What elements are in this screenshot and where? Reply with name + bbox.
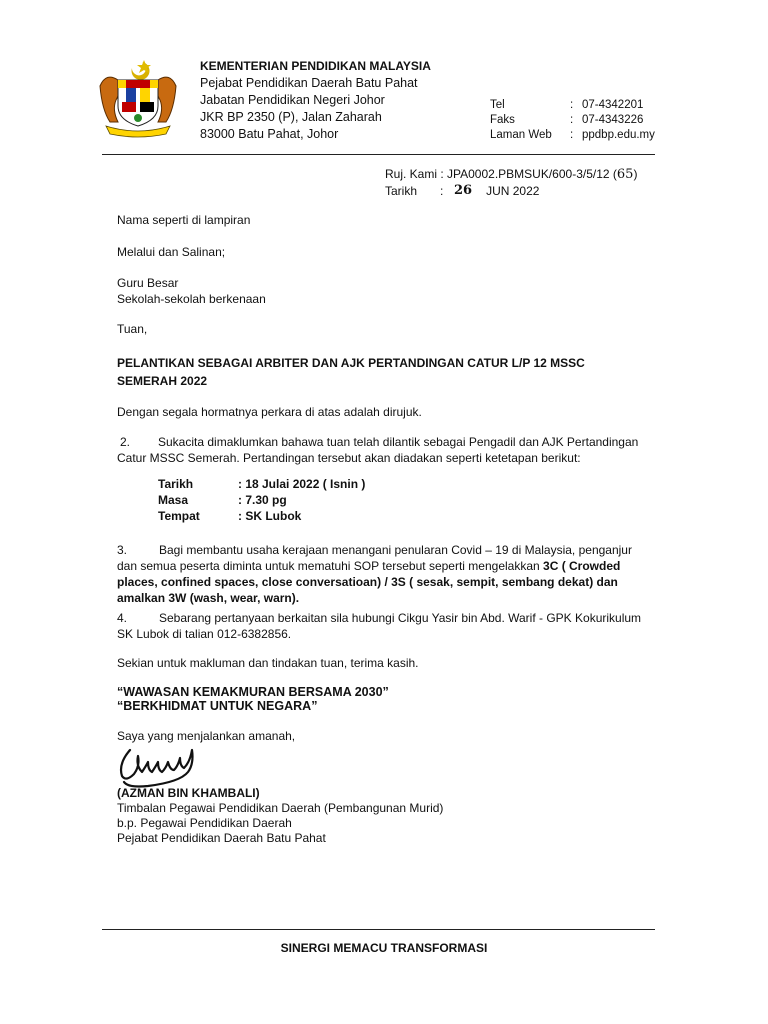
contact-label: Tel: [490, 99, 505, 111]
reference-block: [385, 166, 637, 199]
contact-label: Faks: [490, 114, 515, 126]
covid-sop-text: 3C ( Crowded places, confined spaces, close conversatioan) / 3S ( sesak, sempit, sembang dekat) dan amalkan 3W (wash, wear, warn).: [117, 559, 621, 605]
paragraph-number: 3.: [117, 543, 128, 557]
closing-line: Sekian untuk makluman dan tindakan tuan, terima kasih.: [117, 656, 419, 670]
ministry-name: KEMENTERIAN PENDIDIKAN MALAYSIA: [200, 59, 431, 73]
detail-row: Tarikh : 18 Julai 2022 ( Isnin ): [158, 477, 366, 491]
header-divider: [102, 154, 655, 155]
address-line: JKR BP 2350 (P), Jalan Zaharah: [200, 110, 382, 124]
contact-row-fax: Faks : 07-4343226: [490, 114, 644, 126]
coat-of-arms-logo: [92, 58, 184, 138]
address-line: Jabatan Pendidikan Negeri Johor: [200, 93, 385, 107]
handwritten-day: 26: [454, 183, 473, 198]
detail-row: Masa : 7.30 pg: [158, 493, 287, 507]
contact-row-web: Laman Web : ppdbp.edu.my: [490, 129, 655, 141]
handwritten-signature: [112, 742, 222, 790]
signoff-intro: Saya yang menjalankan amanah,: [117, 729, 296, 743]
contact-value: ppdbp.edu.my: [582, 129, 655, 141]
reference-number: Ruj. Kami : JPA0002.PBMSUK/600-3/5/12 (65): [385, 167, 638, 182]
letter-subject: PELANTIKAN SEBAGAI ARBITER DAN AJK PERTANDINGAN CATUR L/P 12 MSSC SEMERAH 2022: [117, 356, 585, 388]
letterhead: [200, 58, 431, 143]
signatory-name: (AZMAN BIN KHAMBALI): [117, 786, 260, 800]
recipient-line: Nama seperti di lampiran: [117, 213, 251, 227]
slogan-berkhidmat: “BERKHIDMAT UNTUK NEGARA”: [117, 699, 318, 713]
recipient-line: Guru Besar: [117, 276, 179, 290]
contact-block: [490, 98, 655, 143]
recipient-line: Sekolah-sekolah berkenaan: [117, 292, 266, 306]
footer-motto: SINERGI MEMACU TRANSFORMASI: [280, 941, 488, 955]
slogan-wawasan: “WAWASAN KEMAKMURAN BERSAMA 2030”: [117, 685, 389, 699]
paragraph-number: 2.: [120, 435, 131, 449]
paragraph-2: 2. Sukacita dimaklumkan bahawa tuan telah dilantik sebagai Pengadil dan AJK Pertandingan Catur MSSC Semerah. Pertandingan tersebut akan diadakan seperti ketetapan berikut:: [117, 435, 639, 465]
reference-date: Tarikh : 26 JUN 2022: [385, 183, 540, 198]
recipient-line: Melalui dan Salinan;: [117, 245, 226, 259]
paragraph-3: 3. Bagi membantu usaha kerajaan menangani penularan Covid – 19 di Malaysia, penganjur dan semua peserta diminta untuk mematuhi SOP tersebut seperti mengelakkan 3C ( Crowded places, confined spaces, close conversatioan) / 3S ( sesak, sempit, sembang dekat) dan amalkan 3W (wash, wear, warn).: [117, 543, 632, 605]
signatory-title: b.p. Pegawai Pendidikan Daerah: [117, 816, 292, 830]
detail-row: Tempat : SK Lubok: [158, 509, 302, 523]
paragraph-number: 4.: [117, 611, 128, 625]
contact-label: Laman Web: [490, 129, 552, 141]
address-line: Pejabat Pendidikan Daerah Batu Pahat: [200, 76, 418, 90]
paragraph-4: 4. Sebarang pertanyaan berkaitan sila hubungi Cikgu Yasir bin Abd. Warif - GPK Kokurikulum SK Lubok di talian 012-6382856.: [117, 611, 642, 641]
handwritten-ref-number: 65: [616, 167, 634, 182]
contact-row-tel: Tel : 07-4342201: [490, 99, 644, 111]
address-line: 83000 Batu Pahat, Johor: [200, 127, 339, 141]
paragraph-1: Dengan segala hormatnya perkara di atas adalah dirujuk.: [117, 405, 422, 419]
event-details: [158, 476, 365, 524]
signatory-title: Timbalan Pegawai Pendidikan Daerah (Pembangunan Murid): [117, 801, 444, 815]
salutation: Tuan,: [117, 322, 148, 336]
contact-value: 07-4342201: [582, 99, 644, 111]
contact-value: 07-4343226: [582, 114, 644, 126]
footer-divider: [102, 929, 655, 930]
signatory-title: Pejabat Pendidikan Daerah Batu Pahat: [117, 831, 326, 845]
